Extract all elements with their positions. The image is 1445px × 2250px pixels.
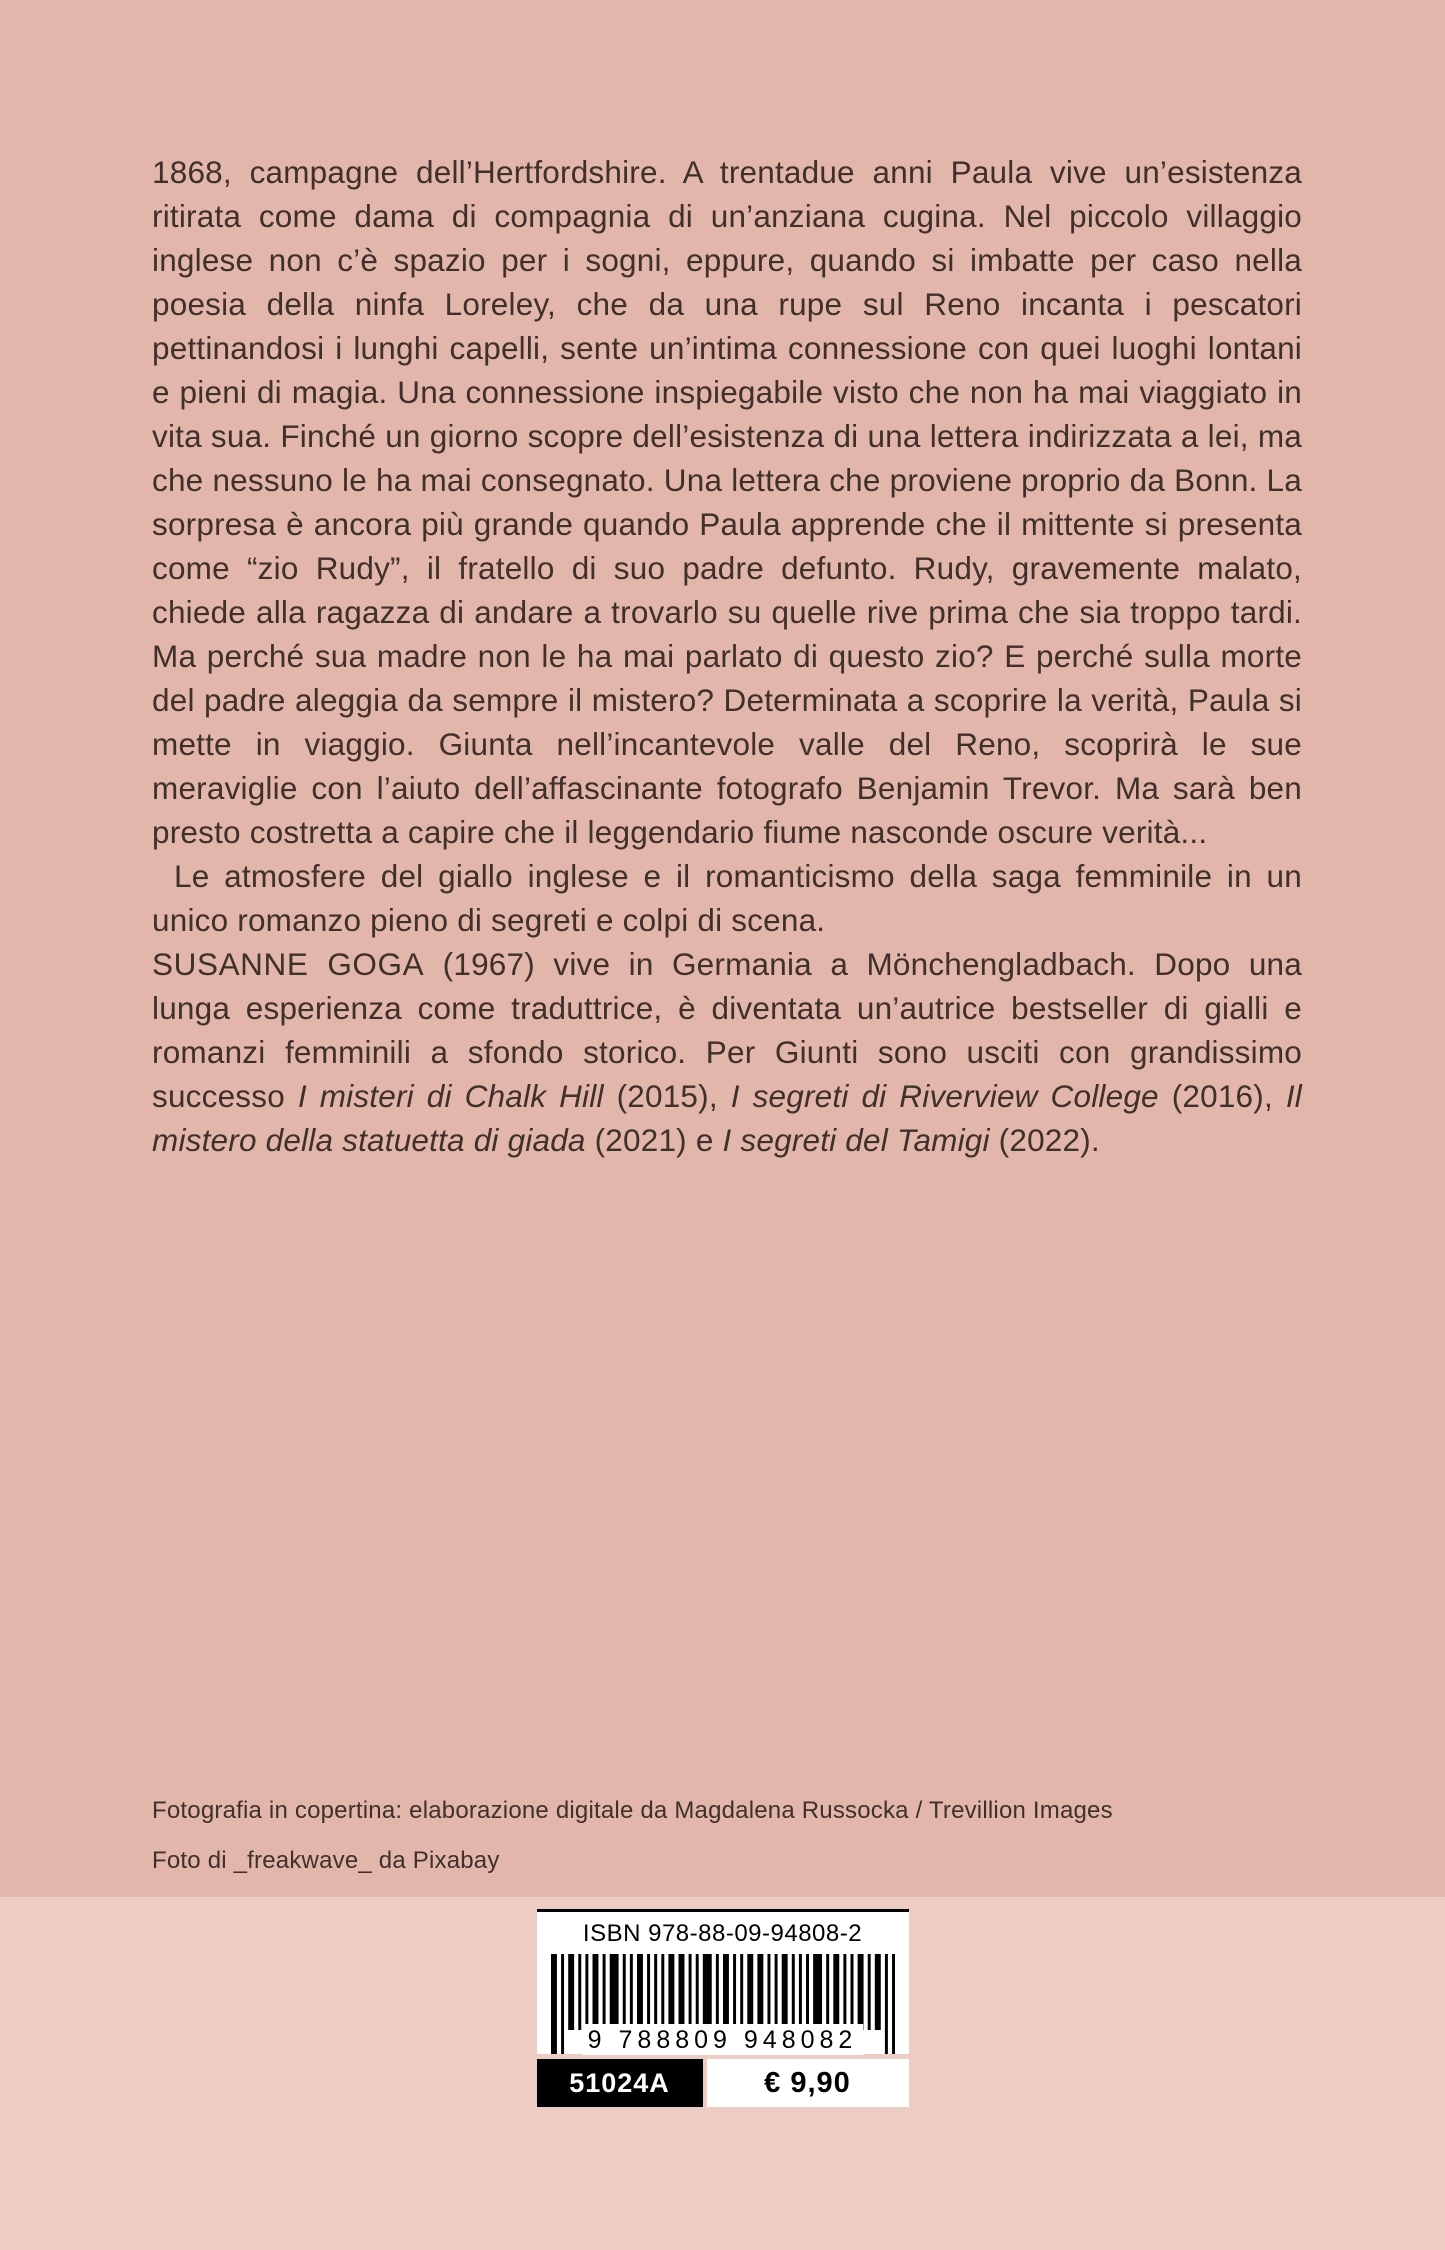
author-bio-text: (2021) e <box>585 1122 723 1158</box>
footer-strip <box>0 1897 1445 2250</box>
edition-code: 51024A <box>537 2059 703 2107</box>
barcode-bars <box>551 1954 895 2054</box>
author-bio <box>152 942 1302 1162</box>
author-bio-text: I segreti di Riverview College <box>730 1078 1159 1114</box>
photo-credit-secondary: Foto di _freakwave_ da Pixabay <box>152 1847 500 1874</box>
isbn-label: ISBN 978-88-09-94808-2 <box>582 1920 863 1947</box>
barcode-number: 9 788809 948082 <box>582 2024 864 2055</box>
author-bio-text: (1967) vive in Germania a Mönchengladbach. Dopo una lunga esperienza come traduttrice, è diventata un’autrice bestseller di gialli e romanzi femminili a sfondo storico. Per Giunti sono usciti con grandissimo successo <box>152 946 1302 1114</box>
photo-credits <box>152 1786 1113 1886</box>
price: € 9,90 <box>707 2059 909 2107</box>
author-bio-text: I misteri di Chalk Hill <box>297 1078 604 1114</box>
author-bio-text: Il mistero della statuetta di giada <box>152 1078 1302 1158</box>
author-bio-text: (2015), <box>603 1078 731 1114</box>
author-name: SUSANNE GOGA <box>152 946 425 982</box>
author-bio-text: (2016), <box>1158 1078 1286 1114</box>
photo-credit-cover: Fotografia in copertina: elaborazione digitale da Magdalena Russocka / Trevillion Images <box>152 1797 1113 1824</box>
synopsis-paragraph: 1868, campagne dell’Hertfordshire. A trentadue anni Paula vive un’esistenza ritirata come dama di compagnia di un’anziana cugina. Nel piccolo villaggio inglese non c’è spazio per i sogni, eppure, quando si imbatte per caso nella poesia della ninfa Loreley, che da una rupe sul Reno incanta i pescatori pettinandosi i lunghi capelli, sente un’intima connessione con quei luoghi lontani e pieni di magia. Una connessione inspiegabile visto che non ha mai viaggiato in vita sua. Finché un giorno scopre dell’esistenza di una lettera indirizzata a lei, ma che nessuno le ha mai consegnato. Una lettera che proviene proprio da Bonn. La sorpresa è ancora più grande quando Paula apprende che il mittente si presenta come “zio Rudy”, il fratello di suo padre defunto. Rudy, gravemente malato, chiede alla ragazza di andare a trovarlo su quelle rive prima che sia troppo tardi. Ma perché sua madre non le ha mai parlato di questo zio? E perché sulla morte del padre aleggia da sempre il mistero? Determinata a scoprire la verità, Paula si mette in viaggio. Giunta nell’incantevole valle del Reno, scoprirà le sue meraviglie con l’aiuto dell’affascinante fotografo Benjamin Trevor. Ma sarà ben presto costretta a capire che il leggendario fiume nasconde oscure verità... <box>152 154 1302 850</box>
author-bio-text: (2022). <box>989 1122 1100 1158</box>
barcode-block <box>537 1909 909 2107</box>
synopsis-closing-paragraph: Le atmosfere del giallo inglese e il romanticismo della saga femminile in un unico romanzo pieno di segreti e colpi di scena. <box>152 858 1302 938</box>
isbn-box <box>537 1909 909 2054</box>
author-bio-text: I segreti del Tamigi <box>722 1122 990 1158</box>
back-cover-text <box>152 150 1302 1162</box>
code-row <box>537 2059 909 2107</box>
